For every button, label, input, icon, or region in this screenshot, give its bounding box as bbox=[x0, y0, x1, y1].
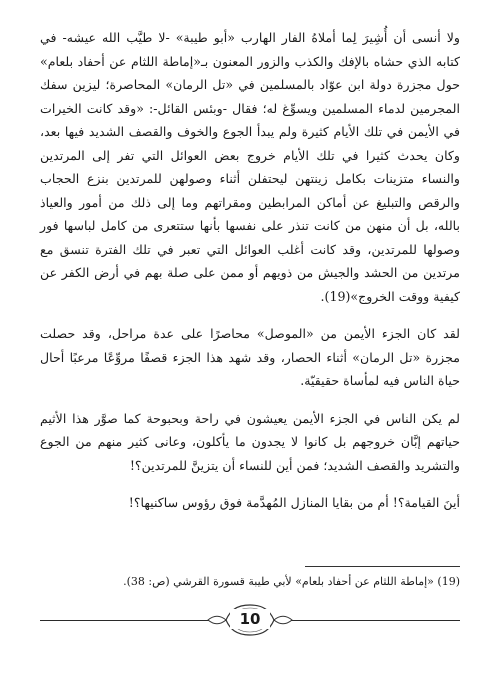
footnote-divider bbox=[305, 566, 460, 567]
page-number: 10 bbox=[230, 609, 270, 629]
paragraph-4: أينَ القيامة؟! أم من بقايا المنازل المُهدَّمة فوق رؤوس ساكنيها؟! bbox=[128, 495, 460, 510]
paragraph-2: لقد كان الجزء الأيمن من «الموصل» محاصرًا على عدة مراحل، وقد حصلت مجزرة «تل الرمان» أثناء الحصار، وقد شهد هذا الجزء قصفًا مروِّعًا مرعبًا أحال حياة الناس فيه لمأساة حقيقيّة. bbox=[40, 326, 460, 388]
paragraph-1: ولا أنسى أن أُشِيرَ لِما أملاهُ الفار الهارب «أبو طيبة» -لا طيَّب الله عيشه- في كتابه الذي حشاه بالإفك والكذب والزور المعنون بـ«إماطة اللثام عن أحفاد بلعام» حول مجزرة دولة ابن عوّاد بالمسلمين في «تل الرمان» المحاصرة؛ ليزين سفك المجرمين لدماء المسلمين ويسوِّغ له؛ فقال -وبئس القائل-: «وقد كانت الخيرات في الأيمن في تلك الأيام كثيرة ولم يبدأ الجوع والخوف والقصف الشديد فيها بعد، وكان يحدث كثيرا في تلك الأيام خروج بعض العوائل التي تفر إلى المرتدين والنساء متزينات بكامل زينتهن ليحتفلن أثناء وصولهن للمرتدين بنزع الحجاب والرقص والتبليغ عن أماكن المرابطين ومقراتهم وما إلى ذلك من أمور والعياذ بالله، بل أن منهن من كانت تنذر على نفسها بأنها ستتعرى من كامل لباسها فور وصولها للمرتدين، وقد كانت أغلب العوائل التي تعبر في تلك الفترة تنسق مع مرتدين من الحشد والجيش من ذويهم أو ممن على صلة بهم في أرض الكفر عن كيفية ووقت الخروج»(19). bbox=[40, 30, 460, 304]
main-text bbox=[40, 26, 460, 515]
paragraph-3: لم يكن الناس في الجزء الأيمن يعيشون في راحة وبحبوحة كما صوَّر هذا الأثيم حياتهم إبَّان خروجهم بل كانوا لا يجدون ما يأكلون، وعانى كثير منهم من الجوع والتشريد والقصف الشديد؛ فمن أين للنساء أن يتزينَّ للمرتدين؟! bbox=[40, 410, 460, 473]
footnote: (19) «إماطة اللثام عن أحفاد بلعام» لأبي طيبة قسورة القرشي (ص: 38). bbox=[123, 575, 460, 588]
